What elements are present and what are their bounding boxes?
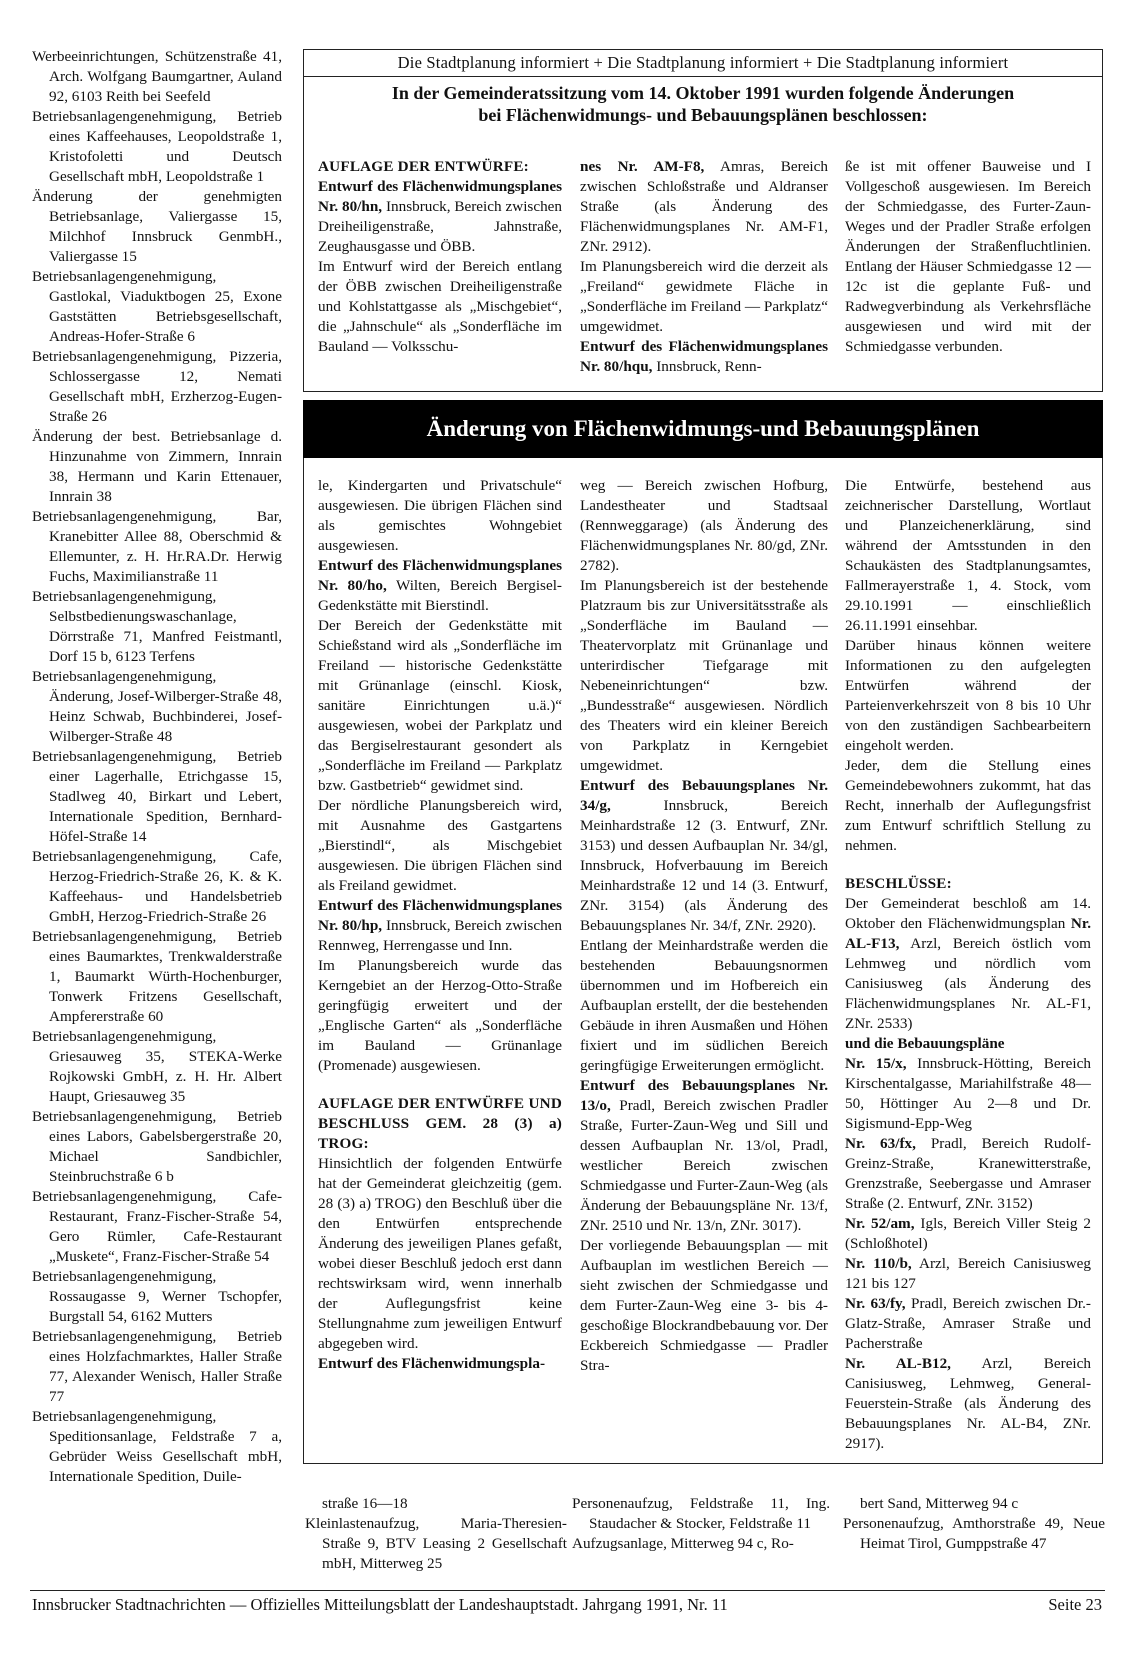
box-title-line1: In der Gemeinderatssitzung vom 14. Oktober 1991 wurden folgende Änderungen (391, 83, 1015, 103)
list-item: Betriebsanlagengenehmigung, Rossaugasse 9, Werner Tschopfer, Burgstall 54, 6162 Mutters (32, 1268, 282, 1325)
list-item: Betriebsanlagengenehmigung, Betrieb einer Lagerhalle, Etrichgasse 15, Stadlweg 40, Birkart und Lebert, Internationale Spedition, Bernhard-Höfel-Straße 14 (32, 748, 282, 845)
list-item: Betriebsanlagengenehmigung, Betrieb eines Baumarktes, Trenkwalderstraße 1, Baumarkt Würth-Hochenburger, Tonwerk Fritzens Gesellschaft, Ampfererstraße 60 (32, 928, 282, 1025)
list-item: Betriebsanlagengenehmigung, Selbstbedienungswaschanlage, Dörrstraße 71, Manfred Feistmantl, Dorf 15 b, 6123 Terfens (32, 588, 282, 665)
list-item: bert Sand, Mitterweg 94 c (860, 1495, 1019, 1512)
paragraph: nes Nr. AM-F8, Amras, Bereich zwischen Schloßstraße und Aldranser Straße (als Änderung des Flächenwidmungsplanes Nr. AM-F1, ZNr. 2912). (580, 158, 828, 255)
list-item: Betriebsanlagengenehmigung, Bar, Kranebitter Allee 88, Oberschmid & Ellemunter, z. H. Hr.RA.Dr. Herwig Fuchs, Maximilianstraße 11 (32, 508, 282, 585)
paragraph: Der Bereich der Gedenkstätte mit Schießstand wird als „Sonderfläche im Freiland — historische Gedenkstätte mit Grünanlage (einschl. Kiosk, sanitäre Einrichtungen u.ä.)“ ausgewiesen, wobei der Parkplatz und das Bergiselrestaurant gesondert als „Sonderfläche im Freiland — Parkplatz bzw. Gastbetrieb“ gewidmet sind. (318, 617, 562, 794)
main-column-1 (318, 476, 562, 1374)
paragraph: Im Planungsbereich wurde das Kerngebiet an der Herzog-Otto-Straße geringfügig erweitert und der „Englische Garten“ als „Sonderfläche im Bauland — Grünanlage (Promenade) ausgewiesen. (318, 957, 562, 1074)
paragraph: Entwurf des Bebauungsplanes Nr. 13/o, Pradl, Bereich zwischen Pradler Straße, Furter-Zaun-Weg und Sill und dessen Aufbauplan Nr. 13/ol, Pradl, westlicher Bereich zwischen Schmiedgasse und Furter-Zaun-Weg (als Änderung der Bebauungspläne Nr. 13/f, ZNr. 2510 und Nr. 13/n, ZNr. 3017). (580, 1077, 828, 1234)
paragraph: Der Gemeinderat beschloß am 14. Oktober den Flächenwidmungsplan Nr. AL-F13, Arzl, Bereich östlich vom Lehmweg und nördlich vom Canisiusweg (als Änderung des Flächenwidmungsplanes Nr. AL-F1, ZNr. 2533) (845, 895, 1091, 1032)
paragraph: Die Entwürfe, bestehend aus zeichnerischer Darstellung, Wortlaut und Planzeichenerklärung, sind während der Amtsstunden in den Schaukästen des Stadtplanungsamtes, Fallmerayerstraße 1, 4. Stock, vom 29.10.1991 — einschließlich 26.11.1991 einsehbar. (845, 477, 1091, 634)
paragraph: Entwurf des Flächenwidmungsplanes Nr. 80/hp, Innsbruck, Bereich zwischen Rennweg, Herrengasse und Inn. (318, 897, 562, 954)
section-heading: BESCHLÜSSE: (845, 875, 952, 892)
list-item: Betriebsanlagengenehmigung, Pizzeria, Schlossergasse 12, Nemati Gesellschaft mbH, Erzherzog-Eugen-Straße 26 (32, 348, 282, 425)
list-item: Betriebsanlagengenehmigung, Griesauweg 35, STEKA-Werke Rojkowski GmbH, z. H. Hr. Albert Haupt, Griesauweg 35 (32, 1028, 282, 1105)
paragraph: Entwurf des Flächenwidmungsplanes Nr. 80/ho, Wilten, Bereich Bergisel-Gedenkstätte mit Bierstindl. (318, 557, 562, 614)
info-bar: Die Stadtplanung informiert + Die Stadtplanung informiert + Die Stadtplanung informiert (304, 50, 1102, 77)
list-item: Kleinlastenaufzug, Maria-Theresien-Straße 9, BTV Leasing 2 Gesellschaft mbH, Mitterweg 25 (305, 1515, 567, 1572)
list-item: Personenaufzug, Amthorstraße 49, Neue Heimat Tirol, Gumppstraße 47 (843, 1515, 1105, 1552)
paragraph: Entwurf des Flächenwidmungspla- (318, 1355, 546, 1372)
top-box-column-1 (318, 157, 562, 357)
list-item: straße 16—18 (322, 1495, 408, 1512)
paragraph: Jeder, dem die Stellung eines Gemeindebewohners zukommt, hat das Recht, innerhalb der Auflegungsfrist zum Entwurf schriftlich Stellung zu nehmen. (845, 757, 1091, 854)
page-footer (32, 1593, 1102, 1617)
paragraph: Darüber hinaus können weitere Informationen zu den aufgelegten Entwürfen während der Parteienverkehrszeit von 8 bis 10 Uhr von den zuständigen Sachbearbeitern eingeholt werden. (845, 637, 1091, 754)
paragraph: Nr. 52/am, Igls, Bereich Viller Steig 2 (Schloßhotel) (845, 1215, 1092, 1252)
section-banner: Änderung von Flächenwidmungs-und Bebauungsplänen (303, 400, 1103, 458)
bottom-column-2 (572, 1494, 830, 1554)
section-heading: AUFLAGE DER ENTWÜRFE UND BESCHLUSS GEM. 28 (3) a) TROG: (318, 1095, 562, 1152)
main-column-2 (580, 476, 828, 1376)
list-item: Betriebsanlagengenehmigung, Speditionsanlage, Feldstraße 7 a, Gebrüder Weiss Gesellschaft mbH, Internationale Spedition, Duile- (32, 1408, 282, 1485)
list-item: Betriebsanlagengenehmigung, Betrieb eines Holzfachmarktes, Haller Straße 77, Alexander Wenisch, Haller Straße 77 (32, 1328, 282, 1405)
box-title (304, 82, 1102, 126)
list-item: Änderung der best. Betriebsanlage d. Hinzunahme von Zimmern, Innrain 38, Hermann und Karin Ettenauer, Innrain 38 (32, 428, 282, 505)
paragraph: Im Planungsbereich wird die derzeit als „Freiland“ gewidmete Fläche in „Sonderfläche im Freiland — Parkplatz“ umgewidmet. (580, 258, 828, 335)
paragraph: Entwurf des Flächenwidmungsplanes Nr. 80/hn, Innsbruck, Bereich zwischen Dreiheiligenstraße, Jahnstraße, Zeughausgasse und ÖBB. (318, 178, 562, 255)
list-item: Betriebsanlagengenehmigung, Gastlokal, Viaduktbogen 25, Exone Gaststätten Betriebsgesellschaft, Andreas-Hofer-Straße 6 (32, 268, 282, 345)
bottom-column-3 (843, 1494, 1105, 1554)
paragraph: weg — Bereich zwischen Hofburg, Landestheater und Stadtsaal (Rennweggarage) (als Änderung des Flächenwidmungsplanes Nr. 80/gd, ZNr. 2782). (580, 477, 828, 574)
page-number: Seite 23 (1048, 1595, 1102, 1614)
paragraph: Entlang der Meinhardstraße werden die bestehenden Bebauungsnormen übernommen und im Hofbereich ein Aufbauplan erstellt, der die bestehenden Gebäude in ihren Ausmaßen und Höhen fixiert und im südlichen Bereich geringfügige Erweiterungen ermöglicht. (580, 937, 828, 1074)
paragraph: Entwurf des Bebauungsplanes Nr. 34/g, Innsbruck, Bereich Meinhardstraße 12 (3. Entwurf, ZNr. 3153) und dessen Aufbauplan Nr. 34/gl, Innsbruck, Hofverbauung im Bereich Meinhardstraße 12 und 14 (3. Entwurf, ZNr. 3154) (als Änderung des Bebauungsplanes Nr. 34/f, ZNr. 2920). (580, 777, 828, 934)
paragraph: ße ist mit offener Bauweise und I Vollgeschoß ausgewiesen. Im Bereich der Schmiedgasse, des Furter-Zaun-Weges und der Pradler Straße erfolgen Änderungen der Straßenfluchtlinien. Entlang der Häuser Schmiedgasse 12 — 12c ist die geplante Fuß- und Radwegverbindung als Verkehrsfläche ausgewiesen und wird mit der Schmiedgasse verbunden. (845, 158, 1091, 355)
list-item: Änderung der genehmigten Betriebsanlage, Valiergasse 15, Milchhof Innsbruck GenmbH., Valiergasse 15 (32, 188, 282, 265)
list-item: Werbeeinrichtungen, Schützenstraße 41, Arch. Wolfgang Baumgartner, Auland 92, 6103 Reith bei Seefeld (32, 48, 282, 105)
paragraph: Der vorliegende Bebauungsplan — mit Aufbauplan im westlichen Bereich — sieht zwischen der Schmiedgasse und dem Furter-Zaun-Weg eine 3- bis 4-geschoßige Blockrandbebauung vor. Der Eckbereich Schmiedgasse — Pradler Stra- (580, 1237, 828, 1374)
box-title-line2: bei Flächenwidmungs- und Bebauungsplänen beschlossen: (478, 105, 928, 125)
section-heading: AUFLAGE DER ENTWÜRFE: (318, 158, 529, 175)
left-column-list (32, 47, 282, 1487)
paragraph: Nr. 63/fy, Pradl, Bereich zwischen Dr.-Glatz-Straße, Amraser Straße und Pacherstraße (845, 1295, 1091, 1352)
paragraph: Der nördliche Planungsbereich wird, mit Ausnahme des Gastgartens „Bierstindl“, als Mischgebiet ausgewiesen. Die übrigen Flächen sind als Freiland gewidmet. (318, 797, 562, 894)
footer-text: Innsbrucker Stadtnachrichten — Offizielles Mitteilungsblatt der Landeshauptstadt. Jahrgang 1991, Nr. 11 (32, 1595, 728, 1614)
paragraph: Nr. 63/fx, Pradl, Bereich Rudolf-Greinz-Straße, Kranewitterstraße, Grenzstraße, Seebergasse und Amraser Straße (2. Entwurf, ZNr. 3152) (845, 1135, 1092, 1212)
paragraph: Entwurf des Flächenwidmungsplanes Nr. 80/hqu, Innsbruck, Renn- (580, 338, 828, 375)
list-item: Personenaufzug, Feldstraße 11, Ing. Staudacher & Stocker, Feldstraße 11 (572, 1495, 830, 1532)
paragraph: Im Entwurf wird der Bereich entlang der ÖBB zwischen Dreiheiligenstraße und Kohlstattgasse als „Mischgebiet“, die „Jahnschule“ als „Sonderfläche im Bauland — Volksschu- (318, 258, 562, 355)
paragraph: Nr. 15/x, Innsbruck-Hötting, Bereich Kirschentalgasse, Mariahilfstraße 48—50, Höttinger Au 2—8 und Dr. Sigismund-Epp-Weg (845, 1055, 1091, 1132)
paragraph: Hinsichtlich der folgenden Entwürfe hat der Gemeinderat gleichzeitig (gem. 28 (3) a) TROG) den Beschluß über die den Entwürfen entsprechende Änderung des jeweiligen Planes gefaßt, wobei dieser Beschluß jedoch erst dann rechtswirksam wird, wenn innerhalb der Auflegungsfrist keine Stellungnahme zum jeweiligen Entwurf abgegeben wird. (318, 1155, 562, 1352)
list-item: Betriebsanlagengenehmigung, Cafe, Herzog-Friedrich-Straße 26, K. & K. Kaffeehaus- und Handelsbetrieb GmbH, Herzog-Friedrich-Straße 26 (32, 848, 282, 925)
top-box-column-3 (845, 157, 1091, 357)
paragraph: Im Planungsbereich ist der bestehende Platzraum bis zur Universitätsstraße als „Sonderfläche im Bauland — Theatervorplatz mit Grünanlage und unterirdischer Tiefgarage mit Nebeneinrichtungen“ bzw. „Bundesstraße“ ausgewiesen. Nördlich des Theaters wird ein kleiner Bereich von Parkplatz in Kerngebiet umgewidmet. (580, 577, 828, 774)
bottom-column-1 (305, 1494, 567, 1574)
main-column-3 (845, 476, 1091, 1454)
list-item: Aufzugsanlage, Mitterweg 94 c, Ro- (572, 1535, 794, 1552)
top-box-column-2 (580, 157, 828, 377)
footer-divider (30, 1590, 1105, 1591)
list-item: Betriebsanlagengenehmigung, Betrieb eines Kaffeehauses, Leopoldstraße 1, Kristofoletti und Deutsch Gesellschaft mbH, Leopoldstraße 1 (32, 108, 282, 185)
list-item: Betriebsanlagengenehmigung, Betrieb eines Labors, Gabelsbergerstraße 20, Michael Sandbichler, Steinbruchstraße 6 b (32, 1108, 282, 1185)
list-item: Betriebsanlagengenehmigung, Änderung, Josef-Wilberger-Straße 48, Heinz Schwab, Buchbinderei, Josef-Wilberger-Straße 48 (32, 668, 282, 745)
paragraph: Nr. AL-B12, Arzl, Bereich Canisiusweg, Lehmweg, General-Feuerstein-Straße (als Änderung des Bebauungsplanes Nr. AL-B4, ZNr. 2917). (845, 1355, 1091, 1452)
list-item: Betriebsanlagengenehmigung, Cafe-Restaurant, Franz-Fischer-Straße 54, Gero Rümler, Cafe-Restaurant „Muskete“, Franz-Fischer-Straße 54 (32, 1188, 282, 1265)
paragraph: Nr. 110/b, Arzl, Bereich Canisiusweg 121 bis 127 (845, 1255, 1091, 1292)
paragraph: le, Kindergarten und Privatschule“ ausgewiesen. Die übrigen Flächen sind als gemischtes Wohngebiet ausgewiesen. (318, 477, 562, 554)
paragraph: und die Bebauungspläne (845, 1035, 1005, 1052)
